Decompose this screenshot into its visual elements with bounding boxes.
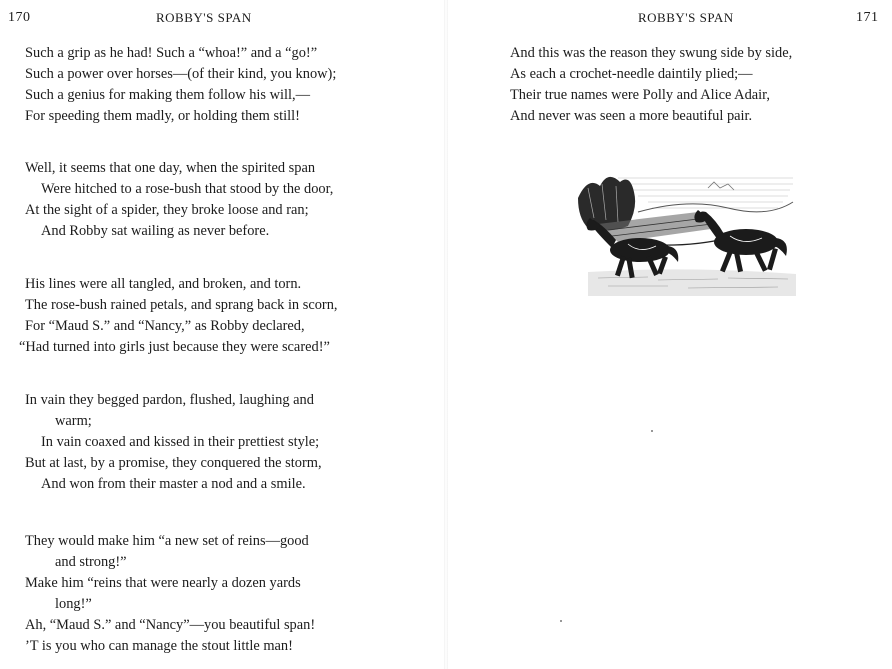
- poem-line: long!”: [55, 596, 92, 612]
- poem-line: And won from their master a nod and a smile.: [41, 476, 306, 492]
- poem-line: And this was the reason they swung side by side,: [510, 45, 793, 61]
- poem-line: His lines were all tangled, and broken, and torn.: [25, 276, 302, 292]
- poem-line: As each a crochet-needle daintily plied;—: [510, 66, 753, 82]
- poem-line: At the sight of a spider, they broke loose and ran;: [25, 202, 309, 218]
- poem-line: Ah, “Maud S.” and “Nancy”—you beautiful span!: [25, 617, 316, 633]
- poem-line: Such a grip as he had! Such a “whoa!” and a “go!”: [25, 45, 318, 61]
- poem-line: “Had turned into girls just because they were scared!”: [19, 339, 330, 355]
- poem-line: And Robby sat wailing as never before.: [41, 223, 270, 239]
- print-speck: [560, 620, 562, 622]
- poem-line: Were hitched to a rose-bush that stood by the door,: [41, 181, 334, 197]
- poem-line: and strong!”: [55, 554, 127, 570]
- right-page: [446, 0, 892, 669]
- print-speck: [651, 430, 653, 432]
- poem-line: Such a power over horses—(of their kind, you know);: [25, 66, 337, 82]
- stanza-2: [25, 158, 333, 242]
- poem-line: Such a genius for making them follow his will,—: [25, 87, 310, 103]
- stanza-4: [25, 390, 322, 495]
- running-head-right: ROBBY'S SPAN: [638, 10, 734, 25]
- poem-line: For “Maud S.” and “Nancy,” as Robby declared,: [25, 318, 305, 334]
- page-number-left: 170: [8, 10, 31, 25]
- poem-line: For speeding them madly, or holding them still!: [25, 108, 300, 124]
- poem-line: In vain coaxed and kissed in their prettiest style;: [41, 434, 320, 450]
- stanza-5: [25, 531, 315, 657]
- poem-line: In vain they begged pardon, flushed, laughing and: [25, 392, 314, 408]
- stanza-6: [510, 43, 792, 127]
- poem-line: Make him “reins that were nearly a dozen yards: [25, 575, 301, 591]
- poem-line: Well, it seems that one day, when the spirited span: [25, 160, 316, 176]
- two-horses-pulling-reins-engraving-icon: [578, 168, 800, 296]
- poem-line: Their true names were Polly and Alice Adair,: [510, 87, 770, 103]
- stanza-3: [19, 274, 338, 358]
- page-number-right: 171: [856, 10, 879, 25]
- poem-line: They would make him “a new set of reins—good: [25, 533, 309, 549]
- poem-line: ’T is you who can manage the stout little man!: [25, 638, 293, 654]
- poem-line: But at last, by a promise, they conquered the storm,: [25, 455, 322, 471]
- poem-line: And never was seen a more beautiful pair.: [510, 108, 753, 124]
- poem-line: The rose-bush rained petals, and sprang back in scorn,: [25, 297, 338, 313]
- running-head-left: ROBBY'S SPAN: [156, 10, 252, 25]
- poem-line: warm;: [55, 413, 92, 429]
- stanza-1: [25, 43, 336, 127]
